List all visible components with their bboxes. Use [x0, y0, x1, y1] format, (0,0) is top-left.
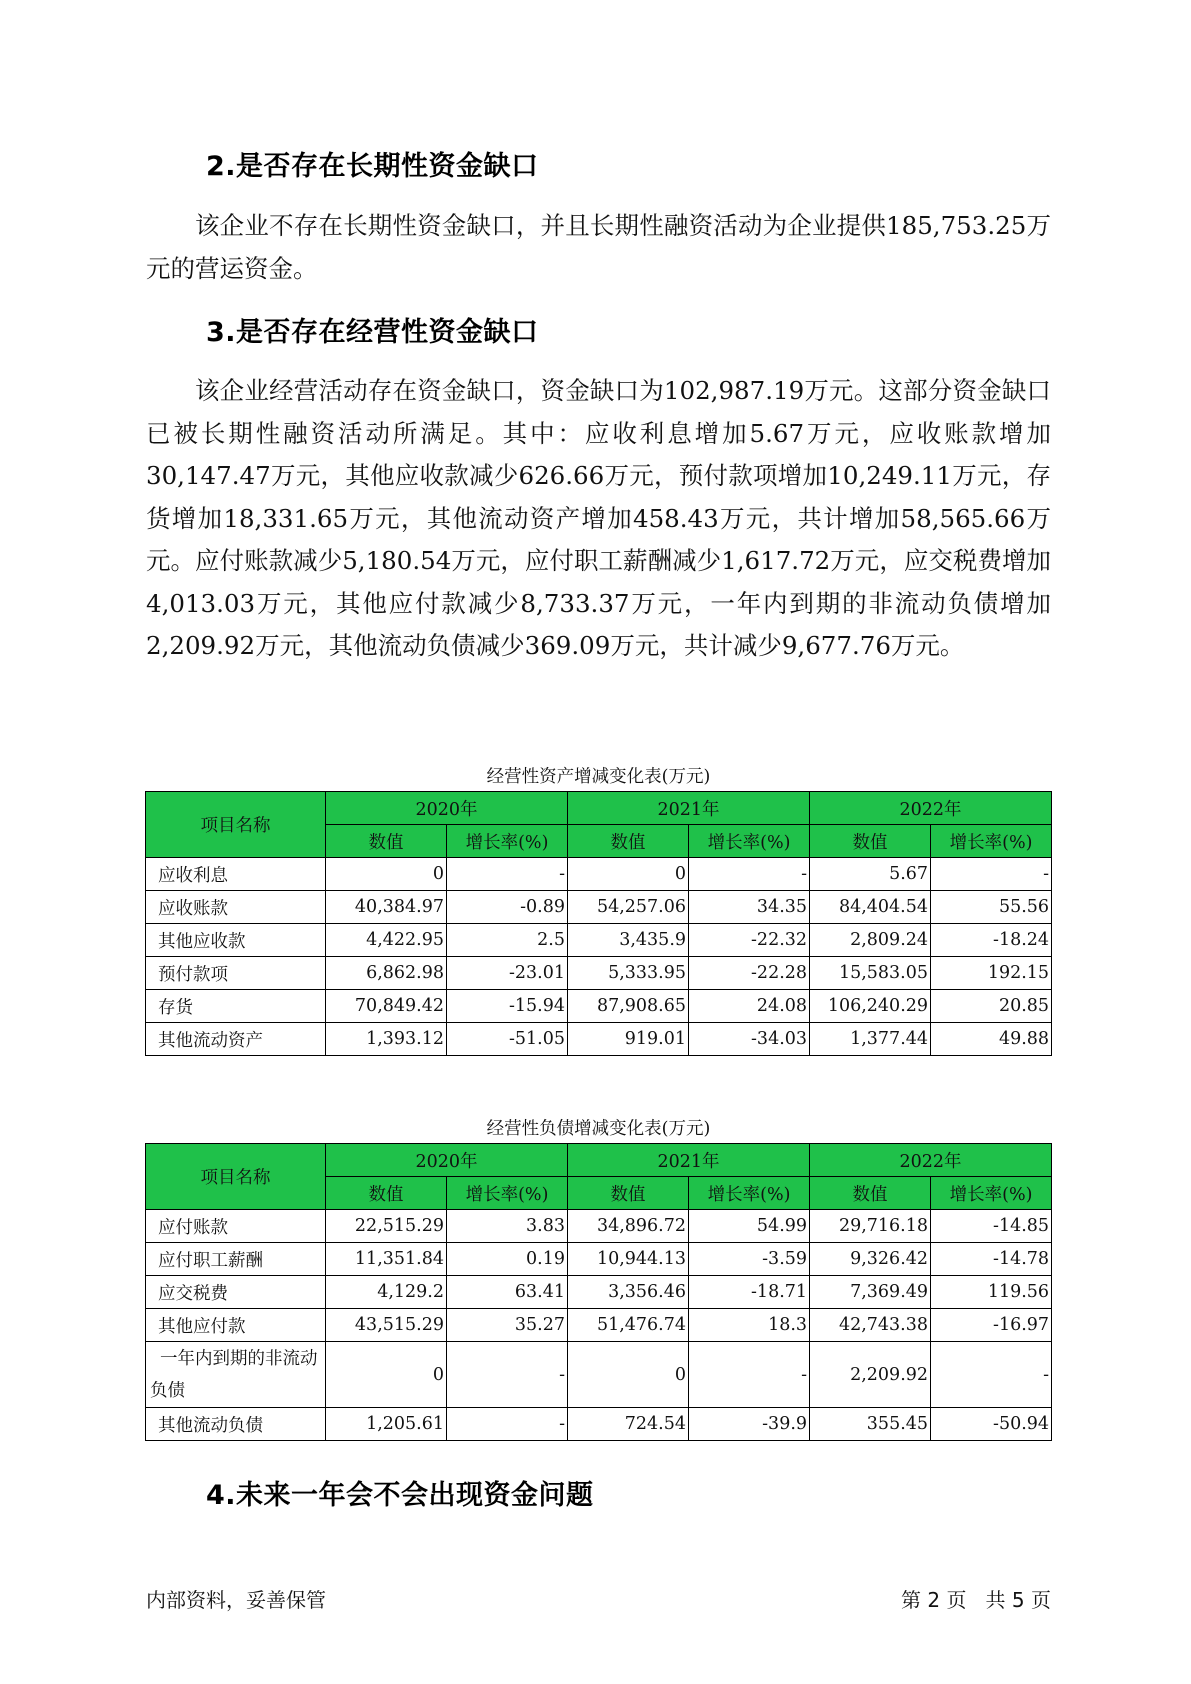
- row-item-name: 存货: [146, 990, 326, 1023]
- header-value: 数值: [326, 825, 447, 858]
- row-item-name: 应付职工薪酬: [146, 1243, 326, 1276]
- cell-growth-rate: 119.56: [931, 1276, 1052, 1309]
- header-growth: 增长率(%): [447, 825, 568, 858]
- cell-value: 2,209.92: [810, 1342, 931, 1408]
- liabilities-table-caption: 经营性负债增减变化表(万元): [486, 1119, 711, 1139]
- cell-value: 1,205.61: [326, 1408, 447, 1441]
- cell-growth-rate: 49.88: [931, 1023, 1052, 1056]
- cell-growth-rate: -0.89: [447, 891, 568, 924]
- cell-growth-rate: 35.27: [447, 1309, 568, 1342]
- cell-growth-rate: -3.59: [689, 1243, 810, 1276]
- table-row: [146, 1309, 1052, 1342]
- cell-growth-rate: -14.78: [931, 1243, 1052, 1276]
- cell-growth-rate: 34.35: [689, 891, 810, 924]
- header-value: 数值: [568, 1177, 689, 1210]
- cell-value: 0: [326, 858, 447, 891]
- table-row: [146, 1276, 1052, 1309]
- header-year-2021: 2021年: [568, 1144, 810, 1177]
- cell-growth-rate: 2.5: [447, 924, 568, 957]
- cell-growth-rate: 0.19: [447, 1243, 568, 1276]
- cell-value: 54,257.06: [568, 891, 689, 924]
- cell-value: 22,515.29: [326, 1210, 447, 1243]
- row-item-name: 应交税费: [146, 1276, 326, 1309]
- row-item-name: 其他流动负债: [146, 1408, 326, 1441]
- liabilities-table: [145, 1143, 1052, 1441]
- cell-value: 2,809.24: [810, 924, 931, 957]
- cell-growth-rate: -51.05: [447, 1023, 568, 1056]
- cell-value: 40,384.97: [326, 891, 447, 924]
- cell-growth-rate: 63.41: [447, 1276, 568, 1309]
- cell-growth-rate: -: [931, 858, 1052, 891]
- header-value: 数值: [810, 825, 931, 858]
- section-paragraph-2: 该企业不存在长期性资金缺口，并且长期性融资活动为企业提供185,753.25万元的营运资金。: [146, 211, 1051, 283]
- assets-table-caption: 经营性资产增减变化表(万元): [486, 767, 711, 787]
- cell-growth-rate: -16.97: [931, 1309, 1052, 1342]
- cell-value: 106,240.29: [810, 990, 931, 1023]
- header-item-name: 项目名称: [146, 792, 326, 858]
- section-heading-2: 2.是否存在长期性资金缺口: [206, 151, 539, 182]
- cell-growth-rate: -: [447, 1342, 568, 1408]
- row-item-name: 预付款项: [146, 957, 326, 990]
- cell-value: 3,356.46: [568, 1276, 689, 1309]
- table-row: [146, 1342, 1052, 1408]
- cell-value: 34,896.72: [568, 1210, 689, 1243]
- row-item-name: 其他流动资产: [146, 1023, 326, 1056]
- cell-value: 1,393.12: [326, 1023, 447, 1056]
- cell-growth-rate: 24.08: [689, 990, 810, 1023]
- table-row: [146, 1210, 1052, 1243]
- table-row: [146, 1023, 1052, 1056]
- cell-growth-rate: -22.28: [689, 957, 810, 990]
- row-item-name: 其他应付款: [146, 1309, 326, 1342]
- header-value: 数值: [810, 1177, 931, 1210]
- table-row: [146, 1408, 1052, 1441]
- row-item-name: 应收账款: [146, 891, 326, 924]
- cell-value: 4,129.2: [326, 1276, 447, 1309]
- liabilities-table-body: [146, 1210, 1052, 1441]
- cell-growth-rate: -34.03: [689, 1023, 810, 1056]
- table-row: [146, 891, 1052, 924]
- header-year-2021: 2021年: [568, 792, 810, 825]
- cell-value: 0: [568, 1342, 689, 1408]
- table-row: [146, 990, 1052, 1023]
- footer-page-number: 第 2 页 共 5 页: [901, 1588, 1051, 1612]
- header-year-2022: 2022年: [810, 1144, 1052, 1177]
- cell-value: 43,515.29: [326, 1309, 447, 1342]
- cell-value: 1,377.44: [810, 1023, 931, 1056]
- cell-value: 29,716.18: [810, 1210, 931, 1243]
- cell-value: 70,849.42: [326, 990, 447, 1023]
- cell-growth-rate: 20.85: [931, 990, 1052, 1023]
- cell-growth-rate: 3.83: [447, 1210, 568, 1243]
- header-growth: 增长率(%): [931, 1177, 1052, 1210]
- cell-growth-rate: -15.94: [447, 990, 568, 1023]
- cell-growth-rate: 55.56: [931, 891, 1052, 924]
- header-year-2020: 2020年: [326, 1144, 568, 1177]
- cell-growth-rate: -: [689, 858, 810, 891]
- cell-value: 42,743.38: [810, 1309, 931, 1342]
- cell-value: 0: [326, 1342, 447, 1408]
- header-growth: 增长率(%): [931, 825, 1052, 858]
- cell-growth-rate: -18.24: [931, 924, 1052, 957]
- cell-growth-rate: 18.3: [689, 1309, 810, 1342]
- cell-value: 5,333.95: [568, 957, 689, 990]
- table-row: [146, 858, 1052, 891]
- table-row: [146, 957, 1052, 990]
- cell-growth-rate: -23.01: [447, 957, 568, 990]
- cell-growth-rate: 192.15: [931, 957, 1052, 990]
- header-growth: 增长率(%): [689, 1177, 810, 1210]
- section-paragraph-3: 该企业经营活动存在资金缺口，资金缺口为102,987.19万元。这部分资金缺口已被长期性融资活动所满足。其中：应收利息增加5.67万元，应收账款增加30,147.47万元，其他应收款减少626.66万元，预付款项增加10,249.11万元，存货增加18,331.65万元，其他流动资产增加458.43万元，共计增加58,565.66万元。应付账款减少5,180.54万元，应付职工薪酬减少1,617.72万元，应交税费增加4,013.03万元，其他应付款减少8,733.37万元，一年内到期的非流动负债增加2,209.92万元，其他流动负债减少369.09万元，共计减少9,677.76万元。: [146, 376, 1051, 660]
- header-growth: 增长率(%): [689, 825, 810, 858]
- cell-value: 11,351.84: [326, 1243, 447, 1276]
- cell-growth-rate: -: [931, 1342, 1052, 1408]
- header-item-name: 项目名称: [146, 1144, 326, 1210]
- cell-growth-rate: -39.9: [689, 1408, 810, 1441]
- cell-value: 7,369.49: [810, 1276, 931, 1309]
- cell-value: 3,435.9: [568, 924, 689, 957]
- cell-value: 84,404.54: [810, 891, 931, 924]
- cell-value: 51,476.74: [568, 1309, 689, 1342]
- header-value: 数值: [568, 825, 689, 858]
- cell-value: 724.54: [568, 1408, 689, 1441]
- assets-table: [145, 791, 1052, 1056]
- header-year-2022: 2022年: [810, 792, 1052, 825]
- footer-confidential-note: 内部资料，妥善保管: [146, 1588, 326, 1612]
- row-item-name: 应收利息: [146, 858, 326, 891]
- cell-growth-rate: -14.85: [931, 1210, 1052, 1243]
- row-item-name: 一年内到期的非流动负债: [146, 1342, 326, 1408]
- table-row: [146, 1243, 1052, 1276]
- cell-growth-rate: -22.32: [689, 924, 810, 957]
- cell-value: 87,908.65: [568, 990, 689, 1023]
- header-year-2020: 2020年: [326, 792, 568, 825]
- section-heading-4: 4.未来一年会不会出现资金问题: [206, 1480, 594, 1511]
- cell-growth-rate: -50.94: [931, 1408, 1052, 1441]
- cell-growth-rate: 54.99: [689, 1210, 810, 1243]
- row-item-name: 其他应收款: [146, 924, 326, 957]
- cell-value: 5.67: [810, 858, 931, 891]
- section-heading-3: 3.是否存在经营性资金缺口: [206, 317, 539, 348]
- header-growth: 增长率(%): [447, 1177, 568, 1210]
- cell-growth-rate: -: [689, 1342, 810, 1408]
- cell-value: 355.45: [810, 1408, 931, 1441]
- cell-growth-rate: -: [447, 858, 568, 891]
- cell-value: 9,326.42: [810, 1243, 931, 1276]
- cell-value: 15,583.05: [810, 957, 931, 990]
- cell-value: 10,944.13: [568, 1243, 689, 1276]
- cell-value: 919.01: [568, 1023, 689, 1056]
- header-value: 数值: [326, 1177, 447, 1210]
- cell-value: 4,422.95: [326, 924, 447, 957]
- cell-value: 6,862.98: [326, 957, 447, 990]
- cell-growth-rate: -: [447, 1408, 568, 1441]
- cell-growth-rate: -18.71: [689, 1276, 810, 1309]
- cell-value: 0: [568, 858, 689, 891]
- row-item-name: 应付账款: [146, 1210, 326, 1243]
- assets-table-body: [146, 858, 1052, 1056]
- table-row: [146, 924, 1052, 957]
